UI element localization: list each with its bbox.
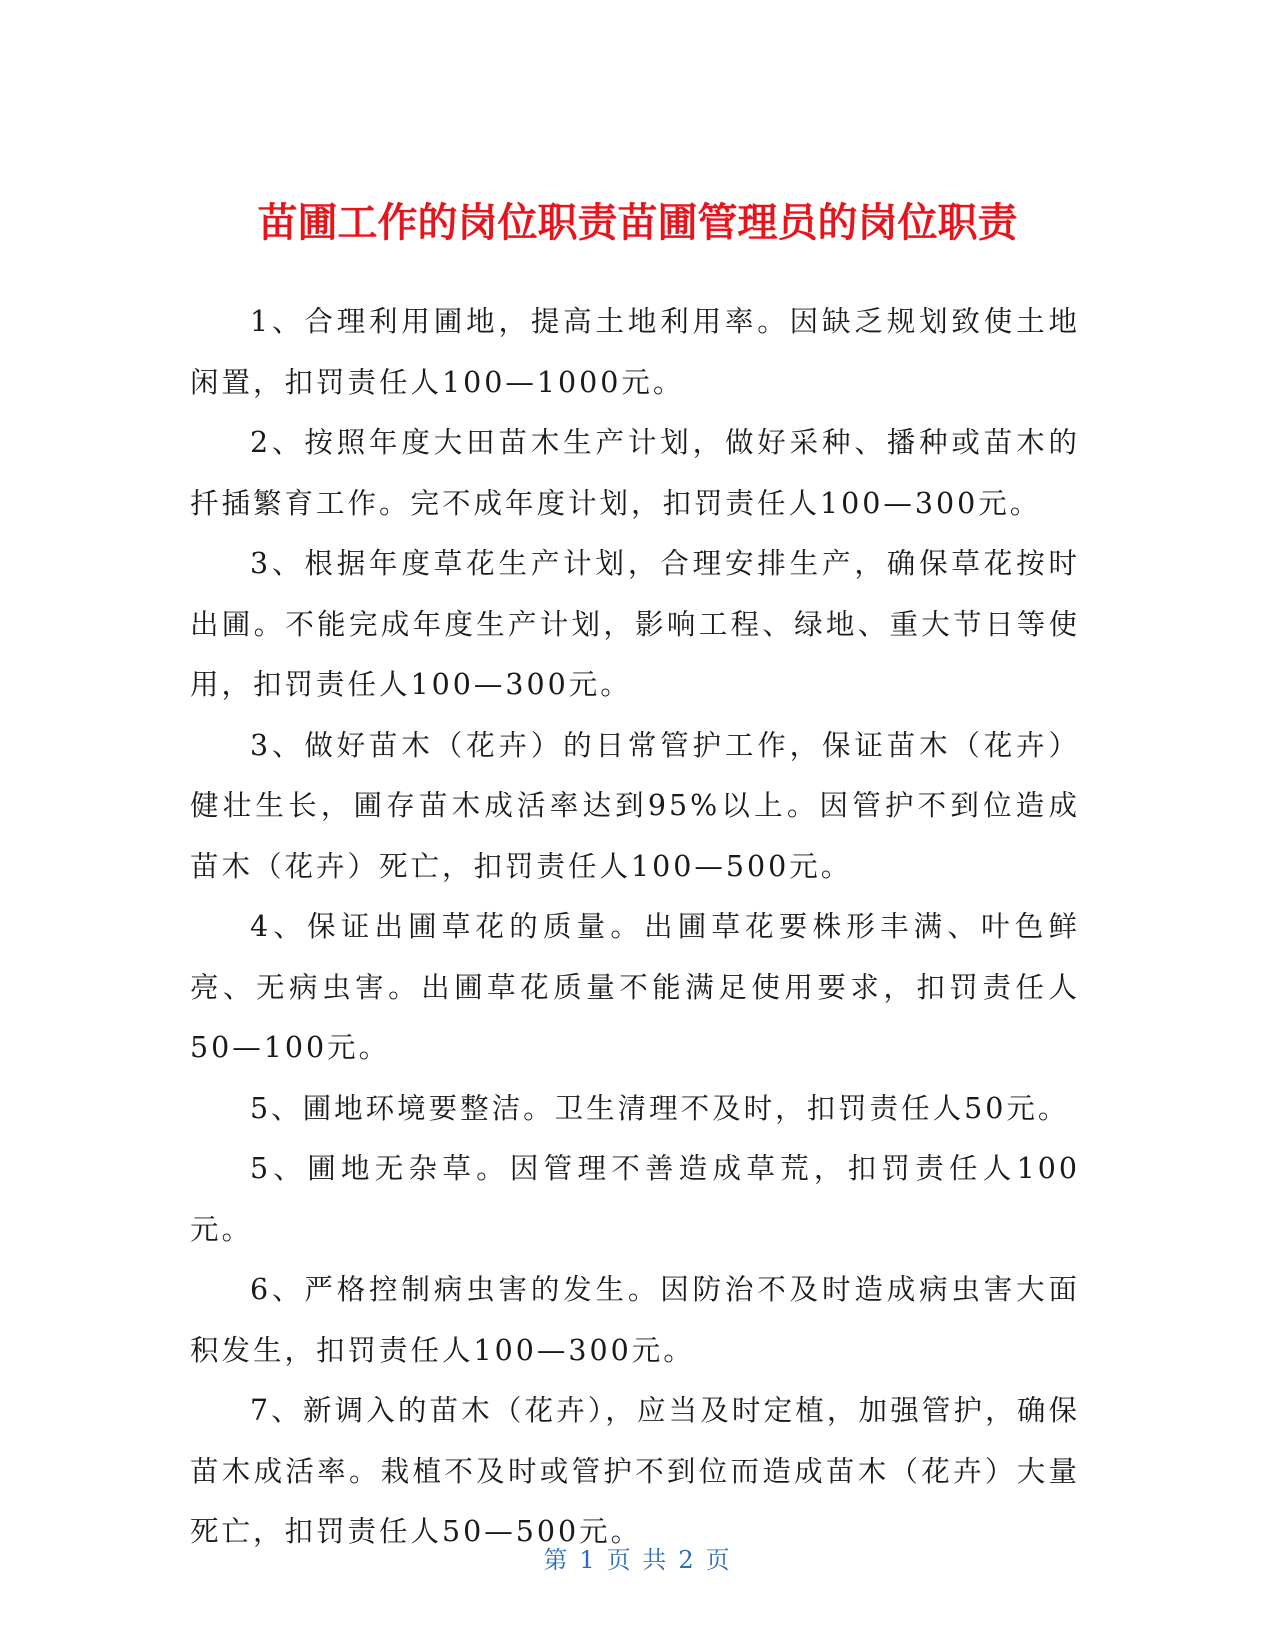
- paragraph-2: 2、按照年度大田苗木生产计划，做好采种、播种或苗木的扦插繁育工作。完不成年度计划，扣罚责任人100—300元。: [190, 426, 1080, 520]
- paragraph-1: 1、合理利用圃地，提高土地利用率。因缺乏规划致使土地闲置，扣罚责任人100—1000元。: [190, 305, 1080, 399]
- footer-current-page: 1: [579, 1546, 597, 1574]
- footer-prefix: 第: [543, 1546, 570, 1574]
- paragraph-5: 4、保证出圃草花的质量。出圃草花要株形丰满、叶色鲜亮、无病虫害。出圃草花质量不能满足使用要求，扣罚责任人50—100元。: [190, 910, 1080, 1064]
- footer-total-pages: 2: [678, 1546, 696, 1574]
- document-title: 苗圃工作的岗位职责苗圃管理员的岗位职责: [257, 199, 1018, 246]
- paragraph-6: 5、圃地环境要整洁。卫生清理不及时，扣罚责任人50元。: [250, 1091, 1070, 1125]
- document-body: [190, 292, 1080, 1563]
- paragraph-3: 3、根据年度草花生产计划，合理安排生产，确保草花按时出圃。不能完成年度生产计划，影响工程、绿地、重大节日等使用，扣罚责任人100—300元。: [190, 547, 1080, 701]
- paragraph-4: 3、做好苗木（花卉）的日常管护工作，保证苗木（花卉）健壮生长，圃存苗木成活率达到95%以上。因管护不到位造成苗木（花卉）死亡，扣罚责任人100—500元。: [190, 728, 1080, 883]
- footer-middle: 页 共: [606, 1546, 669, 1574]
- footer-suffix: 页: [705, 1546, 732, 1574]
- paragraph-9: 7、新调入的苗木（花卉），应当及时定植，加强管护，确保苗木成活率。栽植不及时或管护不到位而造成苗木（花卉）大量死亡，扣罚责任人50—500元。: [190, 1394, 1080, 1548]
- paragraph-8: 6、严格控制病虫害的发生。因防治不及时造成病虫害大面积发生，扣罚责任人100—300元。: [190, 1273, 1080, 1367]
- page-footer: [0, 1540, 1275, 1575]
- paragraph-7: 5、圃地无杂草。因管理不善造成草荒，扣罚责任人100元。: [190, 1152, 1080, 1246]
